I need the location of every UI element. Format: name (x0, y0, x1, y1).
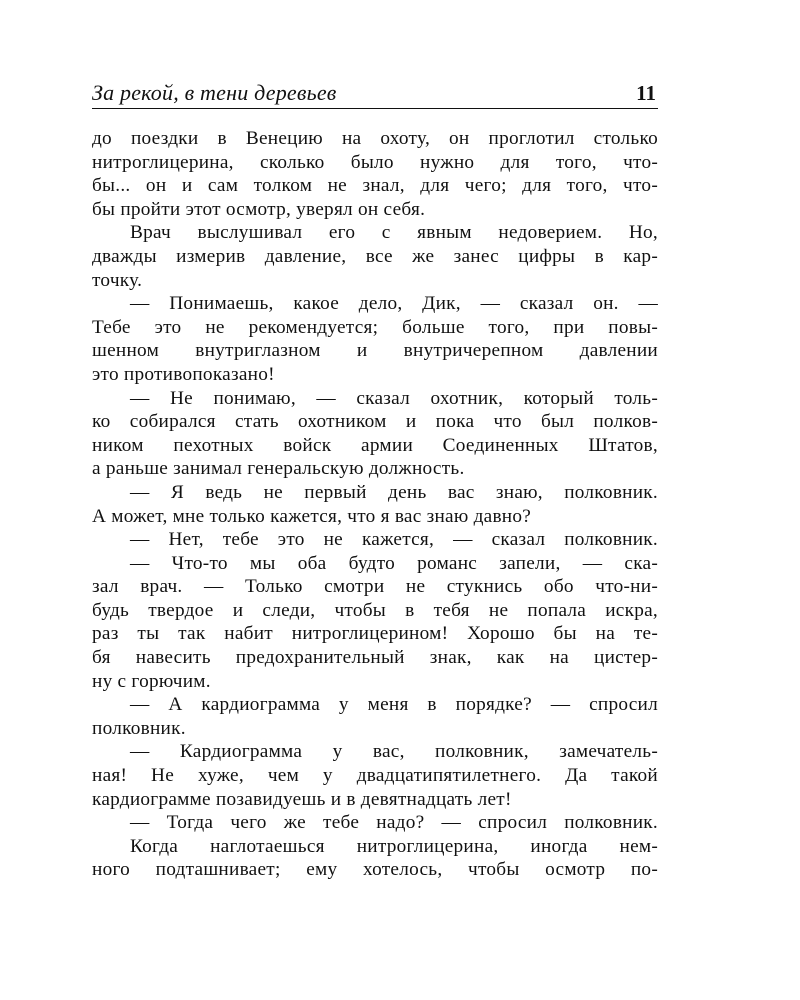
text-line: — Понимаешь, какое дело, Дик, — сказал он. — (130, 293, 658, 315)
text-line: — Кардиограмма у вас, полковник, замечатель- (130, 741, 658, 763)
text-line: ного подташнивает; ему хотелось, чтобы осмотр по- (92, 859, 658, 881)
text-line: шенном внутриглазном и внутричерепном давлении (92, 340, 658, 362)
text-line: бя навесить предохранительный знак, как на цистер- (92, 647, 658, 669)
running-header (92, 76, 658, 109)
text-line: ну с горючим. (92, 670, 211, 692)
page-number: 11 (636, 81, 656, 105)
text-line: ко собирался стать охотником и пока что был полков- (92, 411, 658, 433)
body-text (92, 127, 658, 882)
text-line: — Я ведь не первый день вас знаю, полковник. (130, 481, 658, 503)
text-line: точку. (92, 269, 143, 291)
text-line: зал врач. — Только смотри не стукнись обо что-ни- (92, 576, 658, 598)
text-line: — Что-то мы оба будто романс запели, — ска- (130, 552, 658, 574)
text-line: — Тогда чего же тебе надо? — спросил полковник. (130, 812, 658, 834)
text-line: бы... он и сам толком не знал, для чего; для того, что- (92, 175, 658, 197)
text-line: — А кардиограмма у меня в порядке? — спросил (130, 694, 658, 716)
text-line: это противопоказано! (92, 363, 275, 385)
text-line: раз ты так набит нитроглицерином! Хорошо бы на те- (92, 623, 658, 645)
text-line: А может, мне только кажется, что я вас знаю давно? (92, 505, 532, 527)
text-line: полковник. (92, 717, 186, 739)
text-line: будь твердое и следи, чтобы в тебя не попала искра, (92, 599, 658, 621)
text-line: бы пройти этот осмотр, уверял он себя. (92, 198, 426, 220)
text-line: Врач выслушивал его с явным недоверием. Но, (130, 222, 658, 244)
text-line: а раньше занимал генеральскую должность. (92, 458, 465, 480)
text-line: — Не понимаю, — сказал охотник, который толь- (130, 387, 658, 409)
text-line: до поездки в Венецию на охоту, он проглотил столько (92, 128, 658, 149)
text-line: Когда наглотаешься нитроглицерина, иногда нем- (130, 835, 658, 857)
text-line: ная! Не хуже, чем у двадцатипятилетнего. Да такой (92, 765, 658, 787)
running-title: За рекой, в тени деревьев (92, 80, 337, 105)
text-line: ником пехотных войск армии Соединенных Штатов, (92, 434, 658, 456)
text-line: Тебе это не рекомендуется; больше того, при повы- (92, 316, 658, 338)
text-line: кардиограмме позавидуешь и в девятнадцать лет! (92, 788, 512, 810)
text-line: дважды измерив давление, все же занес цифры в кар- (92, 245, 658, 267)
text-line: нитроглицерина, сколько было нужно для того, что- (92, 151, 658, 173)
book-page (92, 76, 658, 882)
text-line: — Нет, тебе это не кажется, — сказал полковник. (130, 529, 658, 551)
